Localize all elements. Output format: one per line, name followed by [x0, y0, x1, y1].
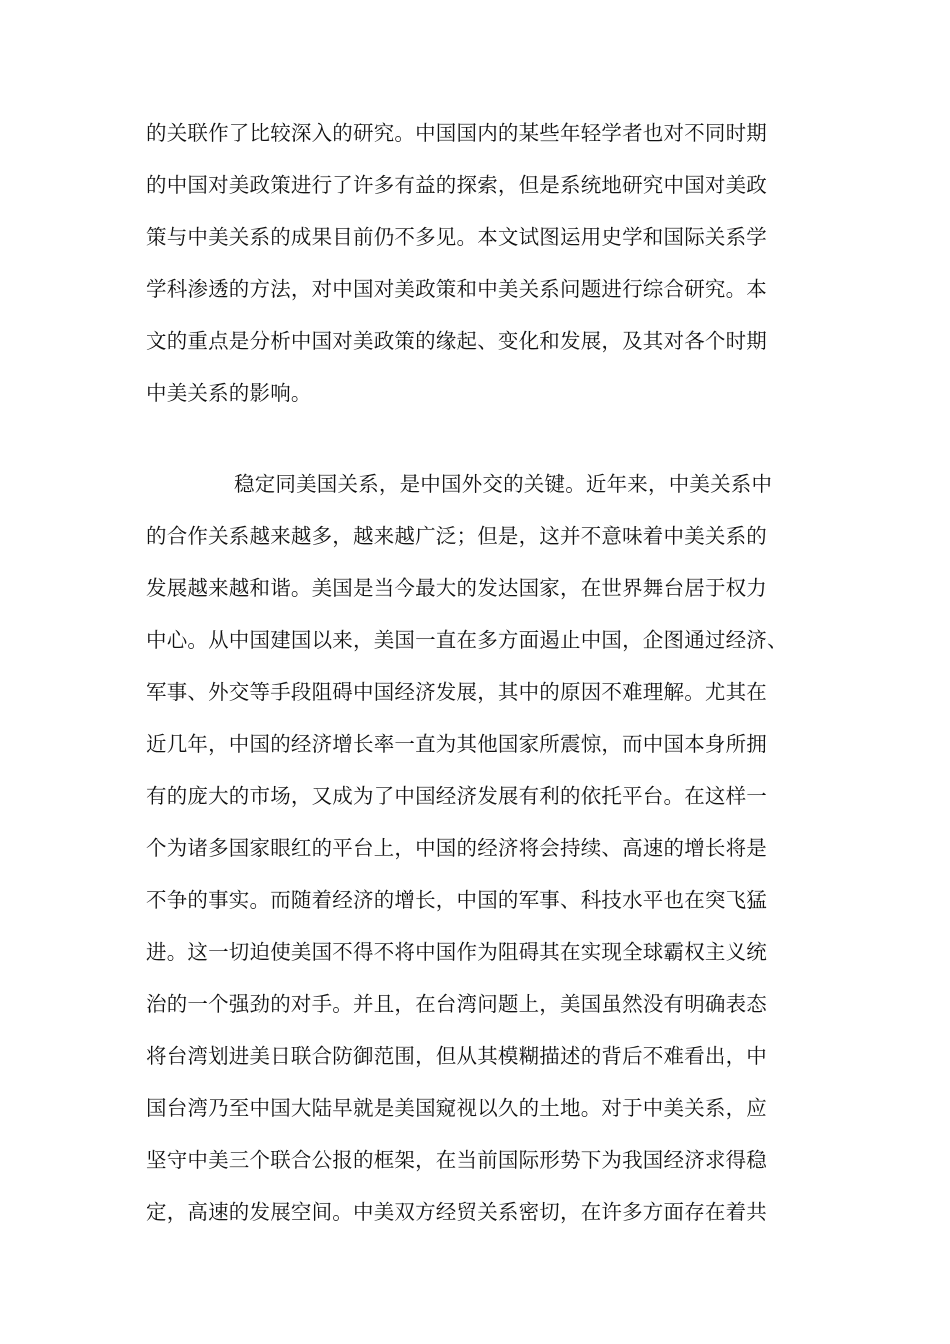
text-line: 军事、外交等手段阻碍中国经济发展，其中的原因不难理解。尤其在: [146, 680, 767, 704]
text-line: 中美关系的影响。: [146, 381, 312, 405]
text-line: 定，高速的发展空间。中美双方经贸关系密切，在许多方面存在着共: [146, 1200, 767, 1224]
paragraph-2: [146, 458, 806, 1238]
text-line: 文的重点是分析中国对美政策的缘起、变化和发展，及其对各个时期: [146, 329, 767, 353]
text-line: 近几年，中国的经济增长率一直为其他国家所震惊，而中国本身所拥: [146, 732, 767, 756]
text-line: 策与中美关系的成果目前仍不多见。本文试图运用史学和国际关系学: [146, 225, 767, 249]
text-line: 发展越来越和谐。美国是当今最大的发达国家，在世界舞台居于权力: [146, 576, 767, 600]
text-line: 将台湾划进美日联合防御范围，但从其模糊描述的背后不难看出，中: [146, 1044, 767, 1068]
text-line: 中心。从中国建国以来，美国一直在多方面遏止中国，企图通过经济、: [146, 628, 788, 652]
text-line: 坚守中美三个联合公报的框架，在当前国际形势下为我国经济求得稳: [146, 1148, 767, 1172]
text-line-indented: 稳定同美国关系，是中国外交的关键。近年来，中美关系中: [234, 472, 773, 496]
text-line: 国台湾乃至中国大陆早就是美国窥视以久的土地。对于中美关系，应: [146, 1096, 767, 1120]
text-line: 学科渗透的方法，对中国对美政策和中美关系问题进行综合研究。本: [146, 277, 767, 301]
text-line: 有的庞大的市场，又成为了中国经济发展有利的依托平台。在这样一: [146, 784, 767, 808]
text-line: 进。这一切迫使美国不得不将中国作为阻碍其在实现全球霸权主义统: [146, 940, 767, 964]
text-line: 个为诸多国家眼红的平台上，中国的经济将会持续、高速的增长将是: [146, 836, 767, 860]
paragraph-1: [146, 107, 806, 419]
text-line: 治的一个强劲的对手。并且，在台湾问题上，美国虽然没有明确表态: [146, 992, 767, 1016]
text-line: 的合作关系越来越多，越来越广泛；但是，这并不意味着中美关系的: [146, 524, 767, 548]
text-line: 的中国对美政策进行了许多有益的探索，但是系统地研究中国对美政: [146, 173, 767, 197]
text-line: 不争的事实。而随着经济的增长，中国的军事、科技水平也在突飞猛: [146, 888, 767, 912]
text-line: 的关联作了比较深入的研究。中国国内的某些年轻学者也对不同时期: [146, 121, 767, 145]
